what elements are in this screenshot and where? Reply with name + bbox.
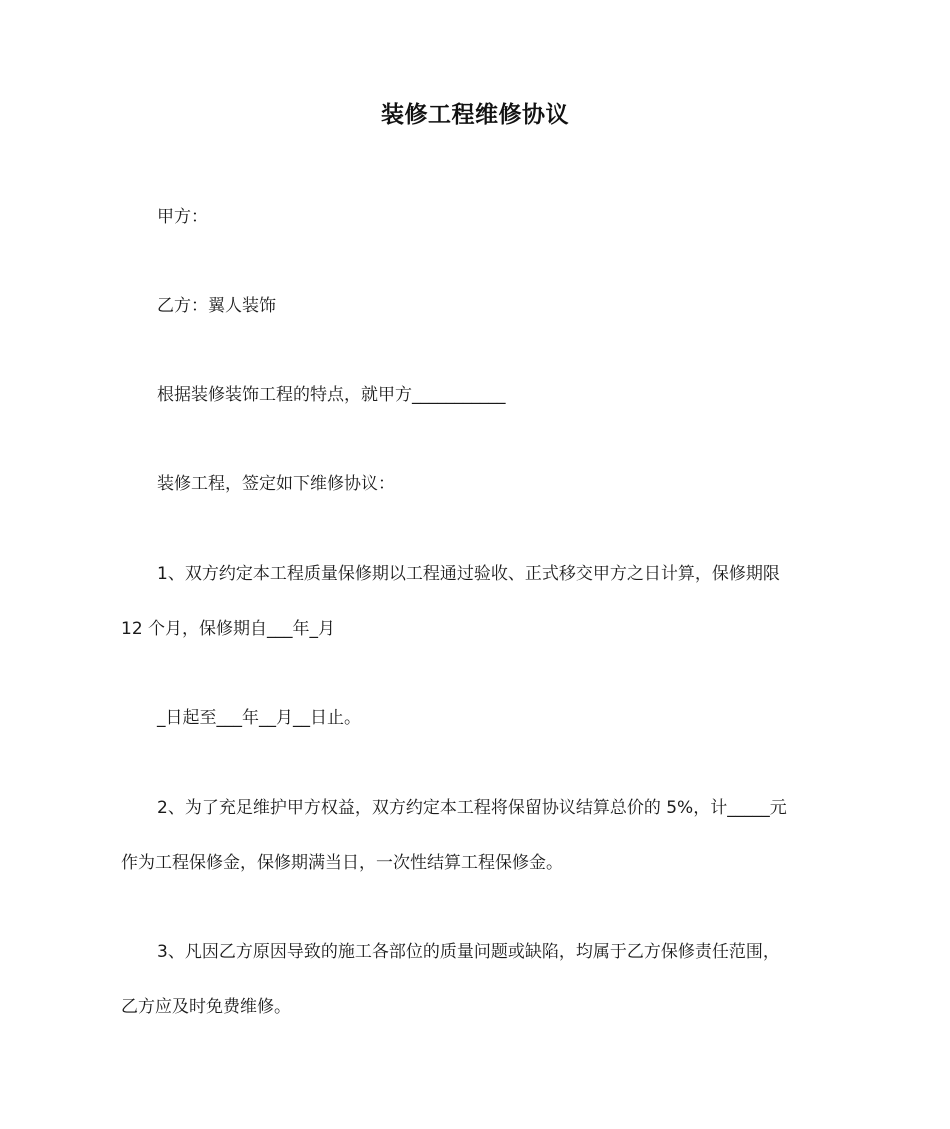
clause-2-line-1: 2、为了充足维护甲方权益，双方约定本工程将保留协议结算总价的 5%，计_____元: [157, 798, 787, 818]
clause-3-line-1: 3、凡因乙方原因导致的施工各部位的质量问题或缺陷，均属于乙方保修责任范围，: [157, 942, 780, 962]
preamble-line-2: 装修工程，签定如下维修协议：: [157, 474, 395, 494]
document-title: 装修工程维修协议: [381, 102, 569, 128]
clause-1-line-1: 1、双方约定本工程质量保修期以工程通过验收、正式移交甲方之日计算，保修期限: [157, 564, 780, 584]
party-b-line: 乙方：翼人装饰: [157, 296, 276, 316]
clause-1-line-2: 12 个月，保修期自___年_月: [121, 619, 336, 639]
clause-3-line-2: 乙方应及时免费维修。: [121, 997, 291, 1017]
party-a-line: 甲方：: [157, 207, 208, 227]
preamble-line-1: 根据装修装饰工程的特点，就甲方___________: [157, 385, 506, 405]
clause-1-line-3: _日起至___年__月__日止。: [157, 708, 361, 728]
clause-2-line-2: 作为工程保修金，保修期满当日，一次性结算工程保修金。: [121, 853, 563, 873]
